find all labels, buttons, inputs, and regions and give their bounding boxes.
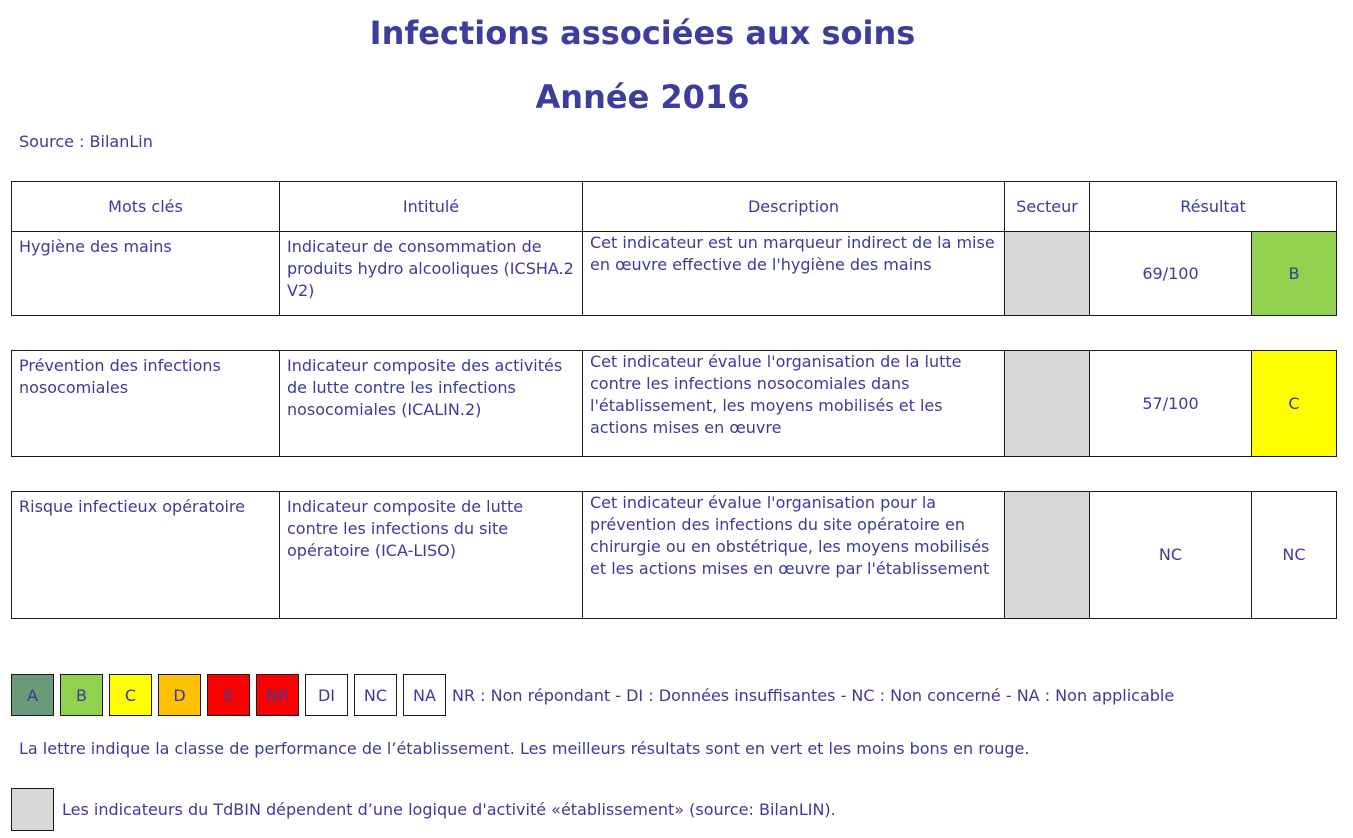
- legend-box-e: E: [207, 674, 250, 716]
- description-cell: Cet indicateur évalue l'organisation pour la prévention des infections du site opératoire en chirurgie ou en obstétrique, les moyens mobilisés et les actions mises en œuvre par l'établissement: [583, 492, 1005, 619]
- score-cell: 69/100: [1090, 232, 1252, 316]
- indicator-table-2: [11, 350, 1337, 457]
- legend-box-d: D: [158, 674, 201, 716]
- grade-cell: B: [1252, 232, 1337, 316]
- keyword-cell: Prévention des infections nosocomiales: [12, 351, 280, 457]
- grade-cell: NC: [1252, 492, 1337, 619]
- header-title: Intitulé: [280, 182, 583, 232]
- sector-cell: [1005, 232, 1090, 316]
- legend-box-na: NA: [403, 674, 446, 716]
- page-subtitle-year: Année 2016: [535, 78, 750, 116]
- page-title: Infections associées aux soins: [369, 14, 916, 52]
- sector-legend-text: Les indicateurs du TdBIN dépendent d’une logique d'activité «établissement» (source: BilanLIN).: [62, 800, 836, 819]
- description-cell: Cet indicateur évalue l'organisation de la lutte contre les infections nosocomiales dans l'établissement, les moyens mobilisés et les actions mises en œuvre: [583, 351, 1005, 457]
- header-sector: Secteur: [1005, 182, 1090, 232]
- indicator-table-3: [11, 491, 1337, 619]
- title-cell: Indicateur composite des activités de lutte contre les infections nosocomiales (ICALIN.2): [280, 351, 583, 457]
- score-cell: 57/100: [1090, 351, 1252, 457]
- legend-box-nc: NC: [354, 674, 397, 716]
- legend-box-b: B: [60, 674, 103, 716]
- title-cell: Indicateur composite de lutte contre les infections du site opératoire (ICA-LISO): [280, 492, 583, 619]
- keyword-cell: Hygiène des mains: [12, 232, 280, 316]
- sector-legend-box: [11, 788, 54, 831]
- grade-legend: [11, 673, 1174, 717]
- header-keywords: Mots clés: [12, 182, 280, 232]
- legend-box-a: A: [11, 674, 54, 716]
- grade-cell: C: [1252, 351, 1337, 457]
- table-header: [11, 181, 1337, 232]
- description-cell: Cet indicateur est un marqueur indirect de la mise en œuvre effective de l'hygiène des mains: [583, 232, 1005, 316]
- table-row: [12, 492, 1337, 619]
- header-row: [12, 182, 1337, 232]
- legend-box-di: DI: [305, 674, 348, 716]
- performance-note: La lettre indique la classe de performance de l’établissement. Les meilleurs résultats sont en vert et les moins bons en rouge.: [19, 739, 1030, 758]
- title-cell: Indicateur de consommation de produits hydro alcooliques (ICSHA.2 V2): [280, 232, 583, 316]
- score-cell: NC: [1090, 492, 1252, 619]
- legend-explanation: NR : Non répondant - DI : Données insuffisantes - NC : Non concerné - NA : Non applicable: [452, 685, 1175, 705]
- header-description: Description: [583, 182, 1005, 232]
- legend-box-nr: NR: [256, 674, 299, 716]
- legend-box-c: C: [109, 674, 152, 716]
- sector-cell: [1005, 492, 1090, 619]
- table-row: [12, 351, 1337, 457]
- header-result: Résultat: [1090, 182, 1337, 232]
- sector-cell: [1005, 351, 1090, 457]
- table-row: [12, 232, 1337, 316]
- indicator-table-1: [11, 231, 1337, 316]
- sector-legend: [11, 788, 836, 831]
- source-label: Source : BilanLin: [19, 132, 153, 151]
- keyword-cell: Risque infectieux opératoire: [12, 492, 280, 619]
